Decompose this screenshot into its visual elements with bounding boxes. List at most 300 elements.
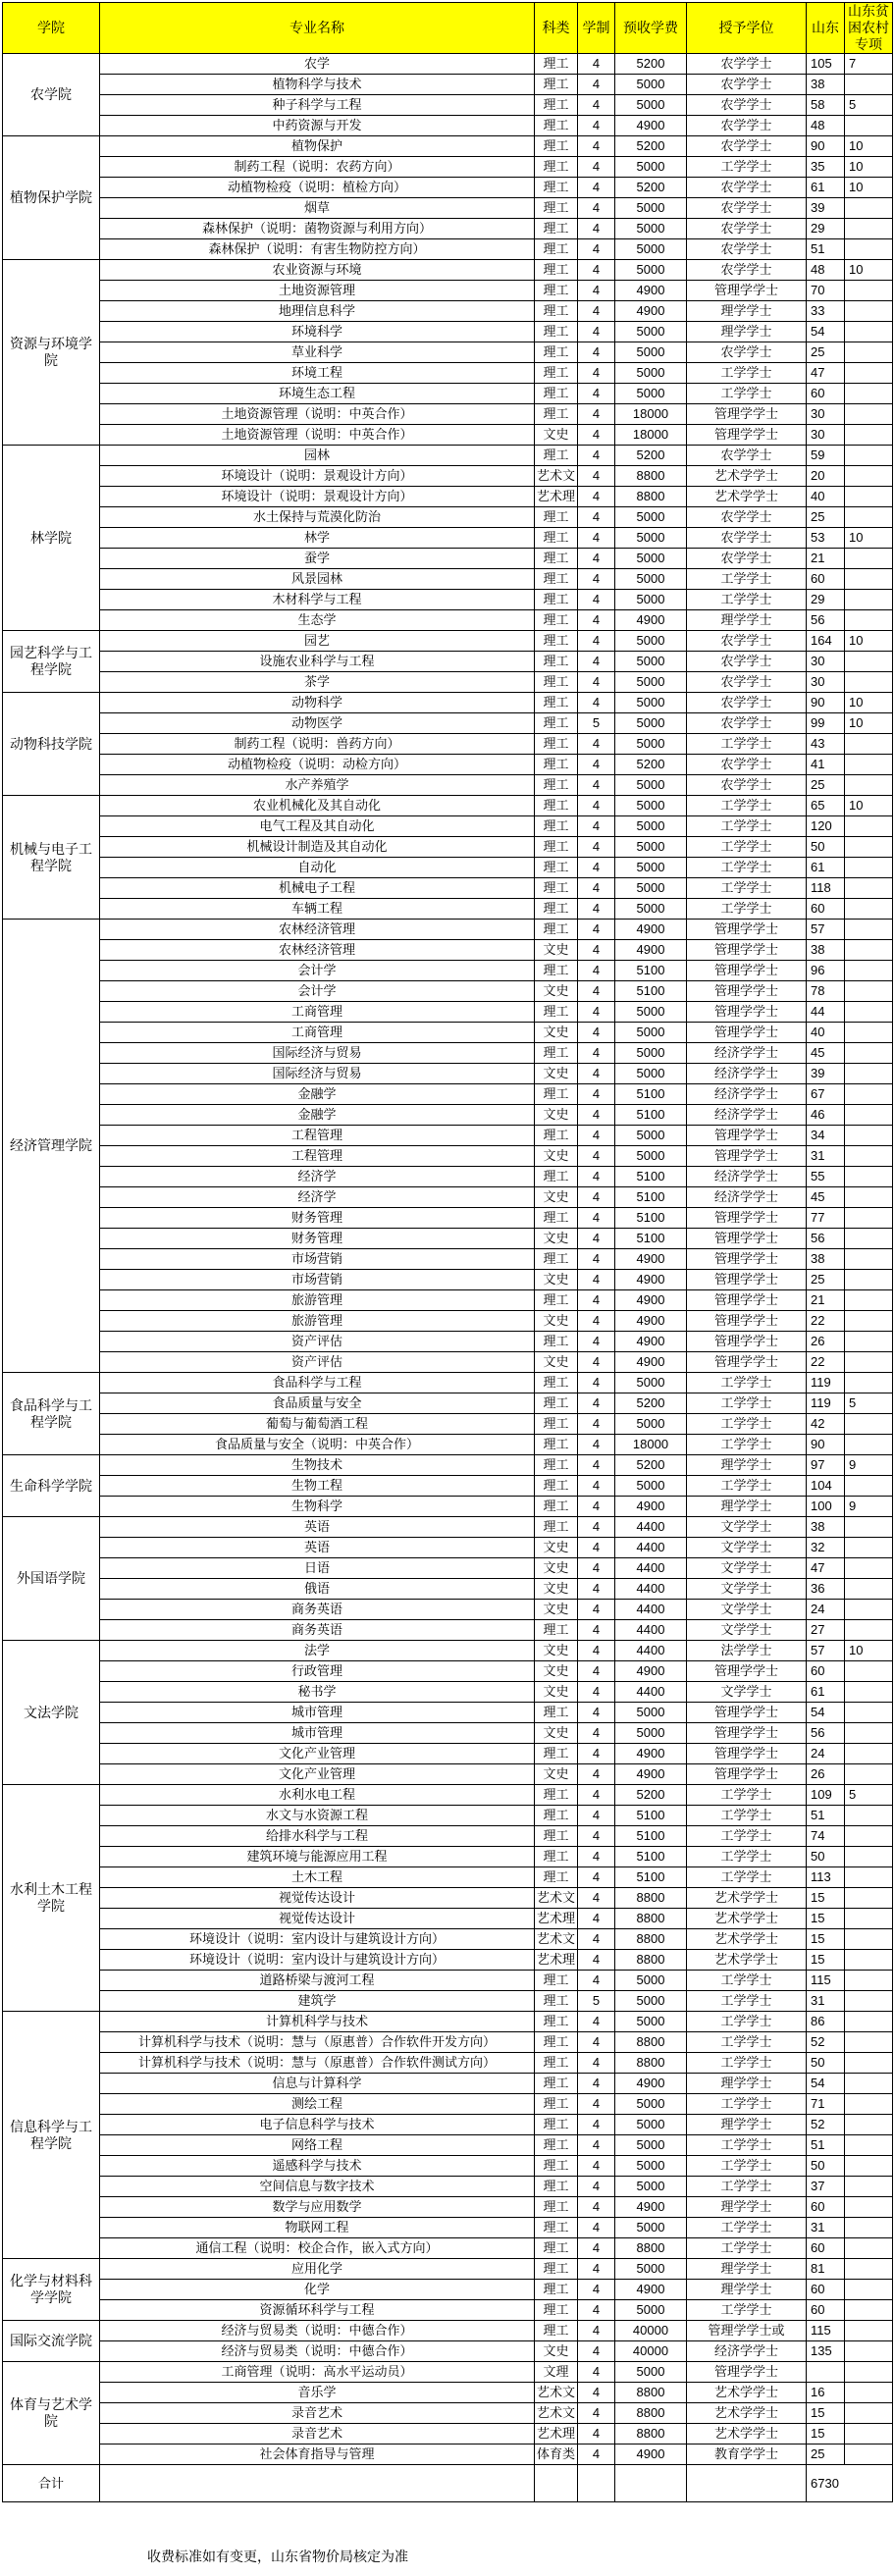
cell-fee: 5000 bbox=[615, 878, 687, 899]
cell-fee: 4900 bbox=[615, 2280, 687, 2300]
cell-major: 录音艺术 bbox=[100, 2403, 535, 2424]
cell-degree: 农学学士 bbox=[687, 260, 807, 281]
cell-special: 10 bbox=[845, 693, 893, 713]
cell-major: 信息与计算科学 bbox=[100, 2074, 535, 2094]
cell-special bbox=[845, 466, 893, 487]
cell-fee: 4900 bbox=[615, 940, 687, 961]
cell-category: 艺术文 bbox=[535, 1929, 578, 1950]
cell-degree: 农学学士 bbox=[687, 693, 807, 713]
table-row bbox=[3, 1084, 893, 1105]
cell-category: 理工 bbox=[535, 672, 578, 693]
cell-shandong: 56 bbox=[807, 1229, 845, 1249]
cell-degree: 工学学士 bbox=[687, 1373, 807, 1393]
cell-duration: 4 bbox=[578, 2074, 615, 2094]
cell-major: 土地资源管理（说明：中英合作） bbox=[100, 425, 535, 446]
cell-shandong: 53 bbox=[807, 528, 845, 549]
cell-duration: 4 bbox=[578, 1785, 615, 1806]
cell-duration: 4 bbox=[578, 569, 615, 590]
cell-shandong: 50 bbox=[807, 2053, 845, 2074]
cell-fee: 5100 bbox=[615, 1847, 687, 1867]
cell-special bbox=[845, 2053, 893, 2074]
cell-degree: 工学学士 bbox=[687, 816, 807, 837]
cell-category: 艺术理 bbox=[535, 2424, 578, 2445]
cell-degree: 管理学学士 bbox=[687, 1723, 807, 1744]
cell-duration: 4 bbox=[578, 1002, 615, 1023]
cell-major: 风景园林 bbox=[100, 569, 535, 590]
cell-degree: 管理学学士 bbox=[687, 1764, 807, 1785]
college-name: 经济管理学院 bbox=[3, 920, 100, 1373]
cell-special bbox=[845, 1208, 893, 1229]
cell-shandong: 56 bbox=[807, 610, 845, 631]
cell-duration: 4 bbox=[578, 1311, 615, 1332]
cell-shandong: 26 bbox=[807, 1332, 845, 1352]
cell-degree: 工学学士 bbox=[687, 2238, 807, 2259]
cell-degree: 教育学学士 bbox=[687, 2445, 807, 2465]
table-row bbox=[3, 1126, 893, 1146]
cell-fee: 5200 bbox=[615, 178, 687, 198]
table-row bbox=[3, 1270, 893, 1290]
cell-duration: 4 bbox=[578, 1126, 615, 1146]
cell-degree: 理学学士 bbox=[687, 2115, 807, 2135]
cell-special bbox=[845, 1043, 893, 1064]
cell-duration: 4 bbox=[578, 1105, 615, 1126]
cell-degree: 管理学学士 bbox=[687, 1744, 807, 1764]
table-row bbox=[3, 2156, 893, 2177]
cell-special bbox=[845, 487, 893, 507]
table-row bbox=[3, 95, 893, 116]
total-empty bbox=[578, 2465, 615, 2502]
cell-duration: 4 bbox=[578, 178, 615, 198]
cell-major: 计算机科学与技术（说明：慧与（原惠普）合作软件测试方向） bbox=[100, 2053, 535, 2074]
cell-major: 环境设计（说明：景观设计方向） bbox=[100, 487, 535, 507]
table-row bbox=[3, 775, 893, 796]
college-name: 农学院 bbox=[3, 54, 100, 136]
cell-category: 理工 bbox=[535, 590, 578, 610]
table-row bbox=[3, 446, 893, 466]
cell-category: 理工 bbox=[535, 404, 578, 425]
table-row bbox=[3, 2280, 893, 2300]
table-row bbox=[3, 2218, 893, 2238]
cell-duration: 4 bbox=[578, 1084, 615, 1105]
cell-fee: 5000 bbox=[615, 219, 687, 239]
cell-category: 理工 bbox=[535, 652, 578, 672]
cell-category: 理工 bbox=[535, 713, 578, 734]
cell-fee: 5100 bbox=[615, 961, 687, 981]
cell-duration: 4 bbox=[578, 1476, 615, 1497]
cell-degree: 文学学士 bbox=[687, 1579, 807, 1600]
table-row bbox=[3, 1229, 893, 1249]
cell-duration: 4 bbox=[578, 2218, 615, 2238]
cell-duration: 4 bbox=[578, 75, 615, 95]
cell-fee: 8800 bbox=[615, 487, 687, 507]
cell-category: 理工 bbox=[535, 2280, 578, 2300]
cell-fee: 5200 bbox=[615, 755, 687, 775]
cell-fee: 5100 bbox=[615, 1105, 687, 1126]
table-row bbox=[3, 2321, 893, 2341]
cell-special bbox=[845, 2156, 893, 2177]
cell-major: 农林经济管理 bbox=[100, 940, 535, 961]
cell-major: 商务英语 bbox=[100, 1620, 535, 1641]
cell-degree: 农学学士 bbox=[687, 549, 807, 569]
cell-category: 理工 bbox=[535, 2177, 578, 2197]
cell-degree: 工学学士 bbox=[687, 1991, 807, 2012]
cell-major: 葡萄与葡萄酒工程 bbox=[100, 1414, 535, 1435]
cell-degree: 经济学学士 bbox=[687, 1167, 807, 1187]
cell-duration: 4 bbox=[578, 281, 615, 301]
cell-fee: 18000 bbox=[615, 1435, 687, 1455]
cell-degree: 管理学学士 bbox=[687, 1332, 807, 1352]
college-name: 园艺科学与工程学院 bbox=[3, 631, 100, 693]
cell-special bbox=[845, 1847, 893, 1867]
cell-fee: 5000 bbox=[615, 2177, 687, 2197]
cell-degree: 文学学士 bbox=[687, 1682, 807, 1703]
cell-fee: 4400 bbox=[615, 1517, 687, 1538]
table-row bbox=[3, 157, 893, 178]
cell-degree: 艺术学学士 bbox=[687, 466, 807, 487]
header-fee: 预收学费 bbox=[615, 3, 687, 54]
cell-shandong: 36 bbox=[807, 1579, 845, 1600]
table-row bbox=[3, 363, 893, 384]
cell-special bbox=[845, 2300, 893, 2321]
cell-duration: 4 bbox=[578, 734, 615, 755]
cell-fee: 4900 bbox=[615, 1764, 687, 1785]
cell-special: 10 bbox=[845, 157, 893, 178]
cell-category: 理工 bbox=[535, 2012, 578, 2032]
cell-fee: 5100 bbox=[615, 981, 687, 1002]
cell-major: 工商管理（说明：高水平运动员） bbox=[100, 2362, 535, 2383]
cell-degree: 理学学士 bbox=[687, 2074, 807, 2094]
cell-shandong: 52 bbox=[807, 2032, 845, 2053]
cell-fee: 5000 bbox=[615, 75, 687, 95]
cell-category: 理工 bbox=[535, 734, 578, 755]
cell-category: 文史 bbox=[535, 1764, 578, 1785]
cell-shandong: 30 bbox=[807, 672, 845, 693]
table-row bbox=[3, 1867, 893, 1888]
cell-special: 5 bbox=[845, 95, 893, 116]
cell-duration: 4 bbox=[578, 693, 615, 713]
cell-category: 理工 bbox=[535, 1476, 578, 1497]
table-row bbox=[3, 1414, 893, 1435]
cell-degree: 工学学士 bbox=[687, 858, 807, 878]
cell-category: 理工 bbox=[535, 363, 578, 384]
cell-fee: 5000 bbox=[615, 2259, 687, 2280]
cell-shandong: 25 bbox=[807, 507, 845, 528]
cell-major: 物联网工程 bbox=[100, 2218, 535, 2238]
total-value: 6730 bbox=[807, 2465, 893, 2502]
cell-degree: 农学学士 bbox=[687, 198, 807, 219]
cell-fee: 5200 bbox=[615, 1393, 687, 1414]
cell-major: 水产养殖学 bbox=[100, 775, 535, 796]
table-row bbox=[3, 2383, 893, 2403]
cell-special bbox=[845, 1600, 893, 1620]
cell-shandong: 52 bbox=[807, 2115, 845, 2135]
cell-special bbox=[845, 755, 893, 775]
cell-major: 蚕学 bbox=[100, 549, 535, 569]
table-row bbox=[3, 1744, 893, 1764]
table-row bbox=[3, 487, 893, 507]
cell-category: 文史 bbox=[535, 1682, 578, 1703]
cell-fee: 4900 bbox=[615, 301, 687, 322]
table-row bbox=[3, 1476, 893, 1497]
table-row bbox=[3, 260, 893, 281]
header-row bbox=[3, 3, 893, 54]
cell-major: 农学 bbox=[100, 54, 535, 75]
cell-special bbox=[845, 2032, 893, 2053]
cell-category: 文史 bbox=[535, 1311, 578, 1332]
cell-fee: 5100 bbox=[615, 1208, 687, 1229]
cell-duration: 4 bbox=[578, 755, 615, 775]
cell-degree: 法学学士 bbox=[687, 1641, 807, 1661]
header-degree: 授予学位 bbox=[687, 3, 807, 54]
cell-special bbox=[845, 672, 893, 693]
cell-category: 理工 bbox=[535, 1167, 578, 1187]
cell-special bbox=[845, 2115, 893, 2135]
cell-fee: 5000 bbox=[615, 549, 687, 569]
cell-special bbox=[845, 1579, 893, 1600]
cell-special bbox=[845, 1620, 893, 1641]
header-shandong: 山东 bbox=[807, 3, 845, 54]
table-row bbox=[3, 1249, 893, 1270]
cell-special bbox=[845, 507, 893, 528]
cell-shandong: 24 bbox=[807, 1744, 845, 1764]
cell-degree: 理学学士 bbox=[687, 1497, 807, 1517]
cell-fee: 5200 bbox=[615, 136, 687, 157]
cell-major: 社会体育指导与管理 bbox=[100, 2445, 535, 2465]
cell-fee: 4900 bbox=[615, 1311, 687, 1332]
cell-degree: 工学学士 bbox=[687, 837, 807, 858]
cell-major: 环境设计（说明：室内设计与建筑设计方向） bbox=[100, 1929, 535, 1950]
cell-special bbox=[845, 590, 893, 610]
cell-special bbox=[845, 816, 893, 837]
college-name: 国际交流学院 bbox=[3, 2321, 100, 2362]
table-row bbox=[3, 425, 893, 446]
cell-major: 视觉传达设计 bbox=[100, 1909, 535, 1929]
cell-major: 经济学 bbox=[100, 1167, 535, 1187]
cell-special bbox=[845, 940, 893, 961]
cell-major: 工商管理 bbox=[100, 1023, 535, 1043]
cell-special bbox=[845, 920, 893, 940]
cell-major: 测绘工程 bbox=[100, 2094, 535, 2115]
cell-duration: 4 bbox=[578, 2238, 615, 2259]
cell-shandong: 51 bbox=[807, 239, 845, 260]
table-row bbox=[3, 1785, 893, 1806]
cell-category: 理工 bbox=[535, 1455, 578, 1476]
cell-major: 草业科学 bbox=[100, 342, 535, 363]
cell-special bbox=[845, 1929, 893, 1950]
cell-category: 理工 bbox=[535, 528, 578, 549]
cell-shandong: 20 bbox=[807, 466, 845, 487]
cell-duration: 4 bbox=[578, 1064, 615, 1084]
college-name: 林学院 bbox=[3, 446, 100, 631]
cell-special: 10 bbox=[845, 260, 893, 281]
cell-degree: 经济学学士 bbox=[687, 1043, 807, 1064]
cell-degree: 工学学士 bbox=[687, 2300, 807, 2321]
table-row bbox=[3, 1043, 893, 1064]
cell-category: 理工 bbox=[535, 95, 578, 116]
cell-duration: 4 bbox=[578, 1373, 615, 1393]
cell-special bbox=[845, 569, 893, 590]
cell-fee: 8800 bbox=[615, 466, 687, 487]
table-row bbox=[3, 2135, 893, 2156]
cell-fee: 5000 bbox=[615, 672, 687, 693]
table-row bbox=[3, 1620, 893, 1641]
cell-special bbox=[845, 1084, 893, 1105]
cell-major: 生物技术 bbox=[100, 1455, 535, 1476]
cell-fee: 5000 bbox=[615, 1723, 687, 1744]
cell-duration: 4 bbox=[578, 2053, 615, 2074]
cell-degree: 艺术学学士 bbox=[687, 1929, 807, 1950]
cell-shandong: 40 bbox=[807, 487, 845, 507]
cell-fee: 5000 bbox=[615, 899, 687, 920]
table-row bbox=[3, 2300, 893, 2321]
cell-shandong: 65 bbox=[807, 796, 845, 816]
cell-duration: 4 bbox=[578, 116, 615, 136]
cell-category: 理工 bbox=[535, 1991, 578, 2012]
cell-category: 理工 bbox=[535, 260, 578, 281]
cell-shandong: 35 bbox=[807, 157, 845, 178]
cell-special bbox=[845, 116, 893, 136]
cell-special bbox=[845, 1888, 893, 1909]
cell-major: 园艺 bbox=[100, 631, 535, 652]
cell-fee: 5000 bbox=[615, 2115, 687, 2135]
cell-special bbox=[845, 425, 893, 446]
cell-major: 网络工程 bbox=[100, 2135, 535, 2156]
cell-category: 文理 bbox=[535, 2362, 578, 2383]
cell-duration: 4 bbox=[578, 1023, 615, 1043]
table-row bbox=[3, 2094, 893, 2115]
table-row bbox=[3, 301, 893, 322]
table-row bbox=[3, 652, 893, 672]
cell-major: 经济学 bbox=[100, 1187, 535, 1208]
cell-fee: 5000 bbox=[615, 816, 687, 837]
cell-degree: 工学学士 bbox=[687, 1414, 807, 1435]
cell-fee: 5000 bbox=[615, 2012, 687, 2032]
cell-shandong: 45 bbox=[807, 1187, 845, 1208]
cell-major: 土木工程 bbox=[100, 1867, 535, 1888]
cell-special bbox=[845, 1991, 893, 2012]
cell-degree: 管理学学士 bbox=[687, 1311, 807, 1332]
cell-degree: 管理学学士 bbox=[687, 2362, 807, 2383]
cell-duration: 4 bbox=[578, 2300, 615, 2321]
table-row bbox=[3, 1517, 893, 1538]
cell-major: 建筑环境与能源应用工程 bbox=[100, 1847, 535, 1867]
cell-major: 农业机械化及其自动化 bbox=[100, 796, 535, 816]
cell-shandong: 54 bbox=[807, 2074, 845, 2094]
cell-special bbox=[845, 1517, 893, 1538]
total-row bbox=[3, 2465, 893, 2502]
cell-special bbox=[845, 549, 893, 569]
cell-degree: 文学学士 bbox=[687, 1600, 807, 1620]
cell-category: 理工 bbox=[535, 1497, 578, 1517]
cell-duration: 4 bbox=[578, 54, 615, 75]
cell-shandong: 61 bbox=[807, 858, 845, 878]
cell-duration: 4 bbox=[578, 1332, 615, 1352]
cell-special bbox=[845, 1744, 893, 1764]
cell-special bbox=[845, 1764, 893, 1785]
table-row bbox=[3, 1208, 893, 1229]
cell-degree: 工学学士 bbox=[687, 1393, 807, 1414]
cell-special bbox=[845, 878, 893, 899]
cell-shandong: 71 bbox=[807, 2094, 845, 2115]
cell-duration: 4 bbox=[578, 590, 615, 610]
table-row bbox=[3, 507, 893, 528]
cell-duration: 4 bbox=[578, 920, 615, 940]
table-row bbox=[3, 837, 893, 858]
cell-category: 理工 bbox=[535, 899, 578, 920]
cell-duration: 4 bbox=[578, 2177, 615, 2197]
cell-degree: 农学学士 bbox=[687, 672, 807, 693]
table-row bbox=[3, 734, 893, 755]
college-name: 机械与电子工程学院 bbox=[3, 796, 100, 920]
cell-category: 理工 bbox=[535, 2300, 578, 2321]
cell-fee: 4900 bbox=[615, 1249, 687, 1270]
cell-special bbox=[845, 2177, 893, 2197]
cell-shandong: 70 bbox=[807, 281, 845, 301]
cell-major: 食品质量与安全（说明：中英合作） bbox=[100, 1435, 535, 1455]
cell-shandong: 90 bbox=[807, 1435, 845, 1455]
cell-special: 7 bbox=[845, 54, 893, 75]
cell-duration: 4 bbox=[578, 2362, 615, 2383]
cell-special bbox=[845, 1229, 893, 1249]
cell-category: 理工 bbox=[535, 1971, 578, 1991]
cell-duration: 4 bbox=[578, 1682, 615, 1703]
cell-shandong: 46 bbox=[807, 1105, 845, 1126]
header-duration: 学制 bbox=[578, 3, 615, 54]
cell-duration: 4 bbox=[578, 2341, 615, 2362]
cell-shandong: 21 bbox=[807, 1290, 845, 1311]
cell-duration: 4 bbox=[578, 878, 615, 899]
table-row bbox=[3, 2177, 893, 2197]
cell-shandong: 15 bbox=[807, 2424, 845, 2445]
cell-shandong: 60 bbox=[807, 2300, 845, 2321]
cell-fee: 4900 bbox=[615, 920, 687, 940]
cell-duration: 4 bbox=[578, 899, 615, 920]
cell-duration: 4 bbox=[578, 404, 615, 425]
cell-degree: 工学学士 bbox=[687, 1435, 807, 1455]
cell-degree: 管理学学士 bbox=[687, 1229, 807, 1249]
cell-degree: 经济学学士 bbox=[687, 1064, 807, 1084]
cell-special bbox=[845, 1002, 893, 1023]
cell-category: 理工 bbox=[535, 2074, 578, 2094]
cell-degree: 艺术学学士 bbox=[687, 1950, 807, 1971]
cell-degree: 管理学学士 bbox=[687, 1661, 807, 1682]
cell-shandong: 44 bbox=[807, 1002, 845, 1023]
cell-shandong: 38 bbox=[807, 75, 845, 95]
cell-duration: 4 bbox=[578, 466, 615, 487]
cell-degree: 工学学士 bbox=[687, 157, 807, 178]
cell-major: 法学 bbox=[100, 1641, 535, 1661]
total-empty bbox=[100, 2465, 535, 2502]
cell-major: 环境工程 bbox=[100, 363, 535, 384]
cell-shandong: 48 bbox=[807, 116, 845, 136]
table-row bbox=[3, 2424, 893, 2445]
cell-major: 通信工程（说明：校企合作，嵌入式方向） bbox=[100, 2238, 535, 2259]
cell-category: 文史 bbox=[535, 1641, 578, 1661]
table-row bbox=[3, 1393, 893, 1414]
table-row bbox=[3, 1146, 893, 1167]
college-name: 外国语学院 bbox=[3, 1517, 100, 1641]
cell-shandong: 54 bbox=[807, 1703, 845, 1723]
cell-major: 地理信息科学 bbox=[100, 301, 535, 322]
cell-shandong: 43 bbox=[807, 734, 845, 755]
cell-special bbox=[845, 281, 893, 301]
cell-shandong: 60 bbox=[807, 569, 845, 590]
cell-duration: 4 bbox=[578, 425, 615, 446]
cell-major: 音乐学 bbox=[100, 2383, 535, 2403]
cell-category: 理工 bbox=[535, 1373, 578, 1393]
cell-degree: 农学学士 bbox=[687, 528, 807, 549]
cell-shandong: 39 bbox=[807, 198, 845, 219]
